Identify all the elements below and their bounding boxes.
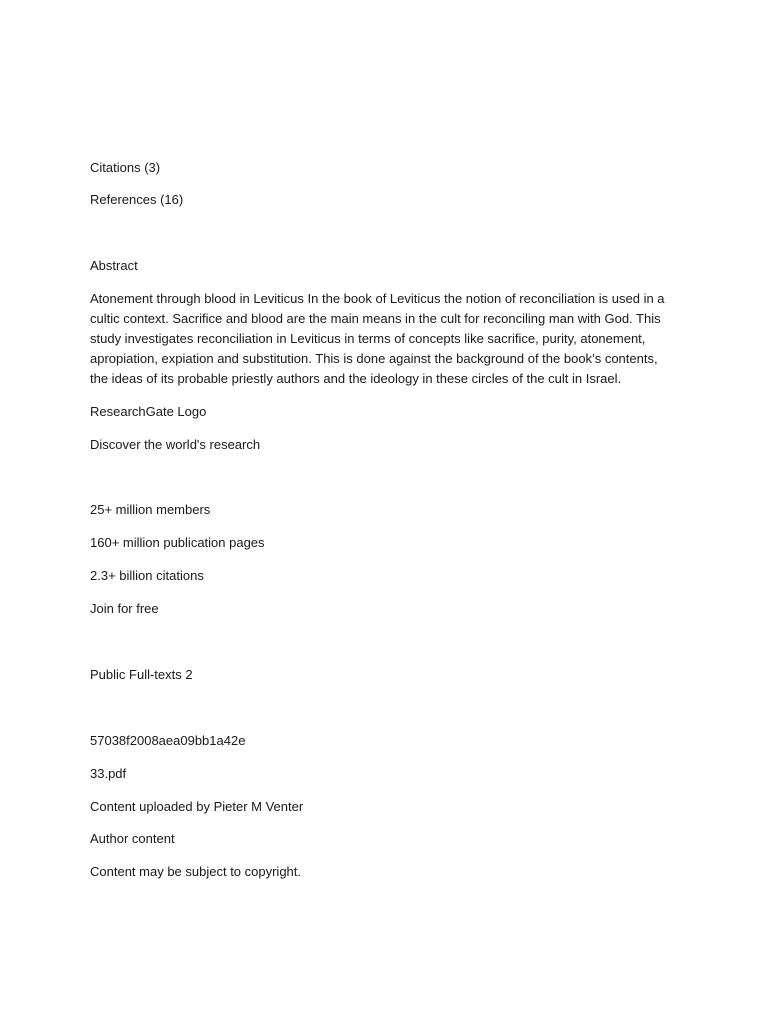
public-fulltexts-heading: Public Full-texts 2	[90, 667, 193, 682]
document-page	[90, 0, 680, 1024]
abstract-heading: Abstract	[90, 258, 138, 273]
stat-pages: 160+ million publication pages	[90, 535, 265, 550]
discover-text: Discover the world's research	[90, 437, 261, 452]
researchgate-logo[interactable]: ResearchGate Logo	[90, 404, 207, 419]
copyright-notice: Content may be subject to copyright.	[90, 864, 302, 879]
stat-citations: 2.3+ billion citations	[90, 568, 204, 583]
uploaded-by: Content uploaded by Pieter M Venter	[90, 799, 304, 814]
citations-link[interactable]: Citations (3)	[90, 160, 161, 175]
stat-members: 25+ million members	[90, 502, 211, 517]
author-content-label: Author content	[90, 831, 175, 846]
abstract-text: Atonement through blood in Leviticus In the book of Leviticus the notion of reconciliation is used in a cultic context. Sacrifice and blood are the main means in the cult for reconciling man with God. This study investigates reconciliation in Leviticus in terms of concepts like sacrifice, purity, atonement, apropiation, expiation and substitution. This is done against the background of the book’s contents, the ideas of its probable priestly authors and the ideology in these circles of the cult in Israel.	[90, 291, 665, 386]
file-id: 57038f2008aea09bb1a42e	[90, 733, 246, 748]
file-name-link[interactable]: 33.pdf	[90, 766, 127, 781]
join-button[interactable]: Join for free	[90, 601, 159, 616]
references-link[interactable]: References (16)	[90, 192, 184, 207]
